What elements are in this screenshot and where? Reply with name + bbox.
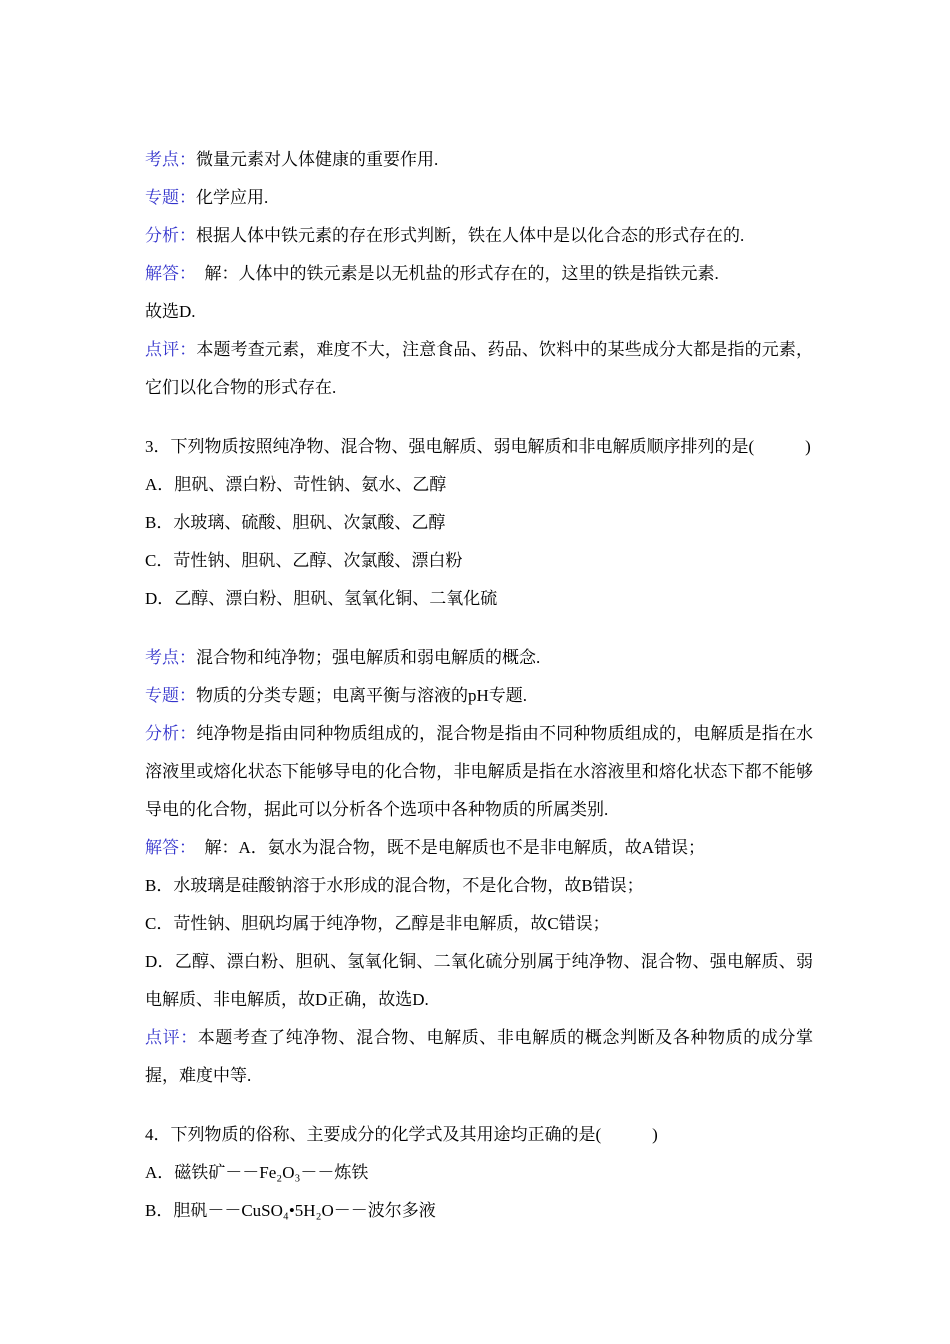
- paragraph: [145, 1192, 813, 1230]
- paragraph-text: 化学应用.: [196, 188, 269, 207]
- paragraph: [145, 293, 813, 331]
- category-label: 解答：: [145, 838, 188, 857]
- labeled-paragraph: [145, 677, 813, 715]
- category-label: 考点：: [145, 648, 196, 667]
- paragraph: [145, 943, 813, 1019]
- category-label: 专题：: [145, 686, 196, 705]
- question-3: [145, 428, 813, 618]
- category-label: 解答：: [145, 264, 188, 283]
- paragraph-text: A．磁铁矿－－Fe₂O₃－－炼铁: [145, 1163, 369, 1182]
- paragraph: [145, 1154, 813, 1192]
- category-label: 专题：: [145, 188, 196, 207]
- paragraph-text: 物质的分类专题；电离平衡与溶液的pH专题.: [196, 686, 528, 705]
- explanation-question-2: [145, 141, 813, 407]
- paragraph: [145, 580, 813, 618]
- paragraph: [145, 1116, 813, 1154]
- paragraph-text: B．水玻璃是硅酸钠溶于水形成的混合物，不是化合物，故B错误；: [145, 876, 644, 895]
- labeled-paragraph: [145, 1019, 813, 1095]
- labeled-paragraph: [145, 715, 813, 829]
- paragraph-text: 微量元素对人体健康的重要作用.: [196, 150, 439, 169]
- category-label: 考点：: [145, 150, 196, 169]
- paragraph: [145, 867, 813, 905]
- labeled-paragraph: [145, 217, 813, 255]
- paragraph-text: 本题考查元素，难度不大，注意食品、药品、饮料中的某些成分大都是指的元素，它们以化合物的形式存在.: [145, 340, 814, 397]
- paragraph: [145, 905, 813, 943]
- labeled-paragraph: [145, 141, 813, 179]
- labeled-paragraph: [145, 331, 813, 407]
- paragraph-text: 混合物和纯净物；强电解质和弱电解质的概念.: [196, 648, 541, 667]
- paragraph-text: A．胆矾、漂白粉、苛性钠、氨水、乙醇: [145, 475, 447, 494]
- paragraph: [145, 504, 813, 542]
- labeled-paragraph: [145, 255, 813, 293]
- paragraph-text: B．胆矾－－CuSO₄•5H₂O－－波尔多液: [145, 1201, 436, 1220]
- explanation-question-3: [145, 639, 813, 1095]
- paragraph-text: B．水玻璃、硫酸、胆矾、次氯酸、乙醇: [145, 513, 446, 532]
- paragraph-text: 3．下列物质按照纯净物、混合物、强电解质、弱电解质和非电解质顺序排列的是( ): [145, 437, 811, 456]
- paragraph-text: 根据人体中铁元素的存在形式判断，铁在人体中是以化合态的形式存在的.: [196, 226, 745, 245]
- category-label: 点评：: [145, 340, 197, 359]
- paragraph-text: 本题考查了纯净物、混合物、电解质、非电解质的概念判断及各种物质的成分掌握，难度中等.: [145, 1028, 814, 1085]
- paragraph-text: C．苛性钠、胆矾均属于纯净物，乙醇是非电解质，故C错误；: [145, 914, 610, 933]
- question-4: [145, 1116, 813, 1230]
- category-label: 分析：: [145, 724, 197, 743]
- category-label: 点评：: [145, 1028, 198, 1047]
- paragraph-text: 纯净物是指由同种物质组成的，混合物是指由不同种物质组成的，电解质是指在水溶液里或熔化状态下能够导电的化合物，非电解质是指在水溶液里和熔化状态下都不能够导电的化合物，据此可以分析各个选项中各种物质的所属类别.: [145, 724, 814, 819]
- category-label: 分析：: [145, 226, 196, 245]
- paragraph-text: D．乙醇、漂白粉、胆矾、氢氧化铜、二氧化硫: [145, 589, 498, 608]
- paragraph-text: 4．下列物质的俗称、主要成分的化学式及其用途均正确的是( ): [145, 1125, 658, 1144]
- paragraph: [145, 428, 813, 466]
- paragraph-text: C．苛性钠、胆矾、乙醇、次氯酸、漂白粉: [145, 551, 463, 570]
- paragraph: [145, 542, 813, 580]
- paragraph-text: 故选D.: [145, 302, 196, 321]
- labeled-paragraph: [145, 829, 813, 867]
- labeled-paragraph: [145, 179, 813, 217]
- paragraph: [145, 466, 813, 504]
- paragraph-text: D．乙醇、漂白粉、胆矾、氢氧化铜、二氧化硫分别属于纯净物、混合物、强电解质、弱电解质、非电解质，故D正确，故选D.: [145, 952, 813, 1009]
- paragraph-text: 解：A．氨水为混合物，既不是电解质也不是非电解质，故A错误；: [187, 838, 706, 857]
- labeled-paragraph: [145, 639, 813, 677]
- paragraph-text: 解：人体中的铁元素是以无机盐的形式存在的，这里的铁是指铁元素.: [187, 264, 719, 283]
